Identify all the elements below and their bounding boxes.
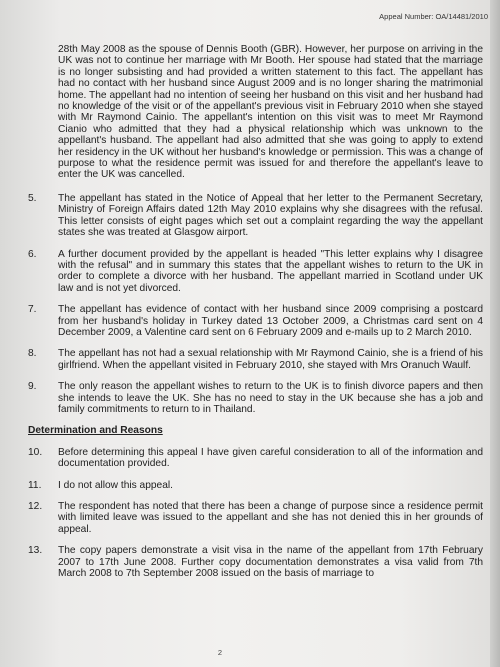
- paragraph-text: The appellant has evidence of contact with her husband since 2009 comprising a postcard from her husband's holiday in Turkey dated 13 October 2009, a Christmas card sent on 4 December 2009, a Valentine card sent on 6 February 2009 and e-mails up to 2 March 2010.: [58, 304, 483, 338]
- paragraph-number: 13.: [28, 545, 43, 557]
- document-body: [28, 44, 483, 589]
- paragraph-number: 10.: [28, 446, 43, 458]
- section-heading: Determination and Reasons: [28, 425, 163, 437]
- paragraph-9: [28, 381, 483, 415]
- paragraph-5: [28, 193, 483, 239]
- paragraph-11: [28, 480, 483, 491]
- paragraph-number: 8.: [28, 348, 37, 360]
- paragraph-10: [28, 447, 483, 470]
- paragraph-text: The appellant has stated in the Notice of Appeal that her letter to the Permanent Secretary, Ministry of Foreign Affairs dated 12th May 2010 explains why she disagrees with the refusal. This letter consists of eight pages which set out a complaint regarding the way the appellant states she was treated at Glasgow airport.: [58, 192, 483, 239]
- paragraph-12: [28, 501, 483, 535]
- paragraph-6: [28, 249, 483, 295]
- paragraph-group-b: [28, 447, 483, 580]
- paragraph-13: [28, 545, 483, 579]
- page-number: 2: [217, 648, 223, 657]
- paragraph-text: The appellant has not had a sexual relationship with Mr Raymond Cainio, she is a friend of his girlfriend. When the appellant visited in February 2010, she stayed with Mrs Oranuch Waulf.: [58, 348, 483, 371]
- paragraph-text: A further document provided by the appellant is headed "This letter explains why I disagree with the refusal" and in summary this states that the appellant wishes to return to the UK in order to complete a divorce with her husband. The appellant married in Scotland under UK law and is not yet divorced.: [58, 248, 483, 294]
- paragraph-8: [28, 348, 483, 371]
- paragraph-number: 12.: [28, 501, 43, 512]
- paragraph-group-a: [28, 193, 483, 416]
- paragraph-7: [28, 304, 483, 338]
- paragraph-text: The copy papers demonstrate a visit visa in the name of the appellant from 17th February 2007 to 17th June 2008. Further copy documentation demonstrates a visa valid from 7th March 2008 to 7th September 2008 issued on the basis of marriage to: [58, 545, 483, 580]
- paragraph-number: 6.: [28, 248, 37, 260]
- paragraph-number: 7.: [28, 304, 37, 316]
- paragraph-text: The only reason the appellant wishes to return to the UK is to finish divorce papers and then she intends to leave the UK. She has no need to stay in the UK because she has a job and family commitments to return to in Thailand.: [58, 381, 483, 415]
- paragraph-number: 9.: [28, 381, 37, 393]
- appeal-number: Appeal Number: OA/14481/2010: [379, 12, 488, 21]
- paragraph-text: I do not allow this appeal.: [58, 479, 173, 491]
- continued-paragraph: 28th May 2008 as the spouse of Dennis Booth (GBR). However, her purpose on arriving in the UK was not to continue her marriage with Mr Booth. Her spouse had stated that the marriage is no longer subsisting and had provided a written statement to this fact. The appellant has had no contact with her husband since August 2009 and is no longer sharing the matrimonial home. The appellant had no intention of seeing her husband on this visit and her husband had no knowledge of the visit or of the appellant's previous visit in February 2010 when she stayed with Mr Raymond Cainio. The appellant's intention on this visit was to meet Mr Raymond Cianio who admitted that they had a physical relationship which was unknown to the appellant's husband. The appellant had also admitted that she was going to apply to extend her residency in the UK without her husband's knowledge or permission. This was a change of purpose to what the residence permit was issued for and therefore the appellant's leave to enter the UK was cancelled.: [58, 44, 483, 181]
- page-edge: [490, 0, 500, 667]
- paragraph-text: Before determining this appeal I have given careful consideration to all of the information and documentation provided.: [58, 446, 483, 470]
- paragraph-number: 5.: [28, 192, 37, 204]
- paragraph-number: 11.: [28, 479, 42, 491]
- paragraph-text: The respondent has noted that there has been a change of purpose since a residence permit with limited leave was issued to the appellant and she has not denied this in her grounds of appeal.: [58, 501, 483, 535]
